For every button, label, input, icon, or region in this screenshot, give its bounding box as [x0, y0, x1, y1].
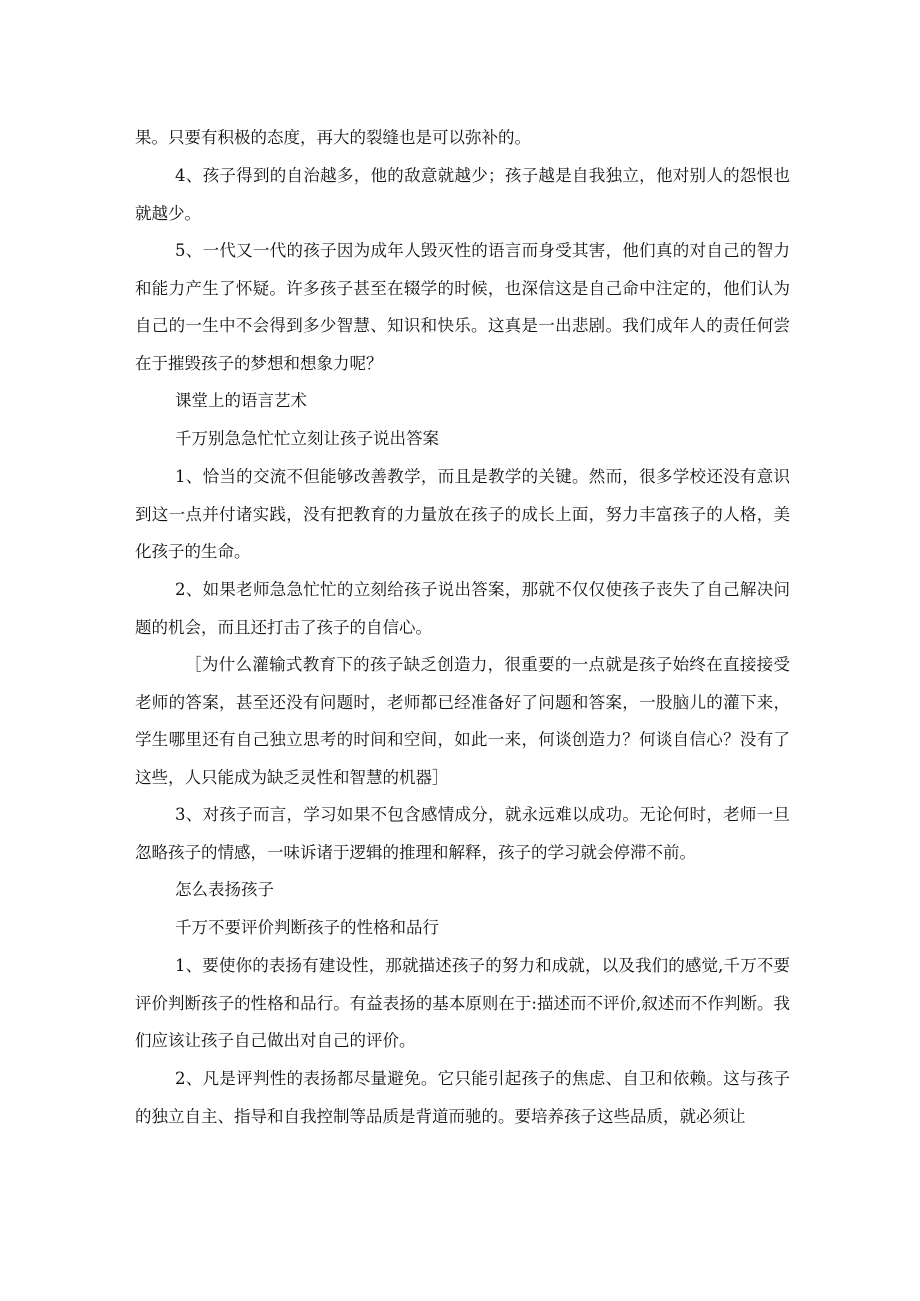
subheading-praise: 千万不要评价判断孩子的性格和品行: [175, 918, 439, 937]
paragraph-item-5: 5、一代又一代的孩子因为成年人毁灭性的语言而身受其害，他们真的对自己的智力和能力产生了怀疑。许多孩子甚至在辍学的时候，也深信这是自己命中注定的，他们认为自己的一生中不会得到多少智慧、知识和快乐。这真是一出悲剧。我们成年人的责任何尝在于摧毁孩子的梦想和想象力呢？: [135, 241, 790, 373]
paragraph-bracket-note: ［为什么灌输式教育下的孩子缺乏创造力，很重要的一点就是孩子始终在直接接受老师的答案，甚至还没有问题时，老师都已经准备好了问题和答案，一股脑儿的灌下来，学生哪里还有自己独立思考的时间和空间，如此一来，何谈创造力？何谈自信心？没有了这些，人只能成为缺乏灵性和智慧的机器］: [135, 655, 790, 787]
paragraph-praise-1: 1、要使你的表扬有建设性，那就描述孩子的努力和成就，以及我们的感觉,千万不要评价判断孩子的性格和品行。有益表扬的基本原则在于:描述而不评价,叙述而不作判断。我们应该让孩子自己做出对自己的评价。: [135, 956, 790, 1050]
subheading-answers: 千万别急急忙忙立刻让孩子说出答案: [175, 429, 439, 448]
section-heading-classroom-language: 课堂上的语言艺术: [175, 391, 307, 410]
paragraph-praise-2: 2、凡是评判性的表扬都尽量避免。它只能引起孩子的焦虑、自卫和依赖。这与孩子的独立自主、指导和自我控制等品质是背道而驰的。要培养孩子这些品质，就必须让: [135, 1069, 790, 1126]
paragraph-classroom-3: 3、对孩子而言，学习如果不包含感情成分，就永远难以成功。无论何时，老师一旦忽略孩子的情感，一味诉诸于逻辑的推理和解释，孩子的学习就会停滞不前。: [135, 805, 790, 862]
section-heading-praise: 怎么表扬孩子: [175, 880, 274, 899]
paragraph-classroom-1: 1、恰当的交流不但能够改善教学，而且是教学的关键。然而，很多学校还没有意识到这一点并付诸实践，没有把教育的力量放在孩子的成长上面，努力丰富孩子的人格，美化孩子的生命。: [135, 467, 790, 561]
paragraph-continuation: 果。只要有积极的态度，再大的裂缝也是可以弥补的。: [135, 128, 531, 147]
paragraph-classroom-2: 2、如果老师急急忙忙的立刻给孩子说出答案，那就不仅仅使孩子丧失了自己解决问题的机会，而且还打击了孩子的自信心。: [135, 580, 790, 637]
paragraph-item-4: 4、孩子得到的自治越多，他的敌意就越少；孩子越是自我独立，他对别人的怨恨也就越少。: [135, 166, 790, 223]
